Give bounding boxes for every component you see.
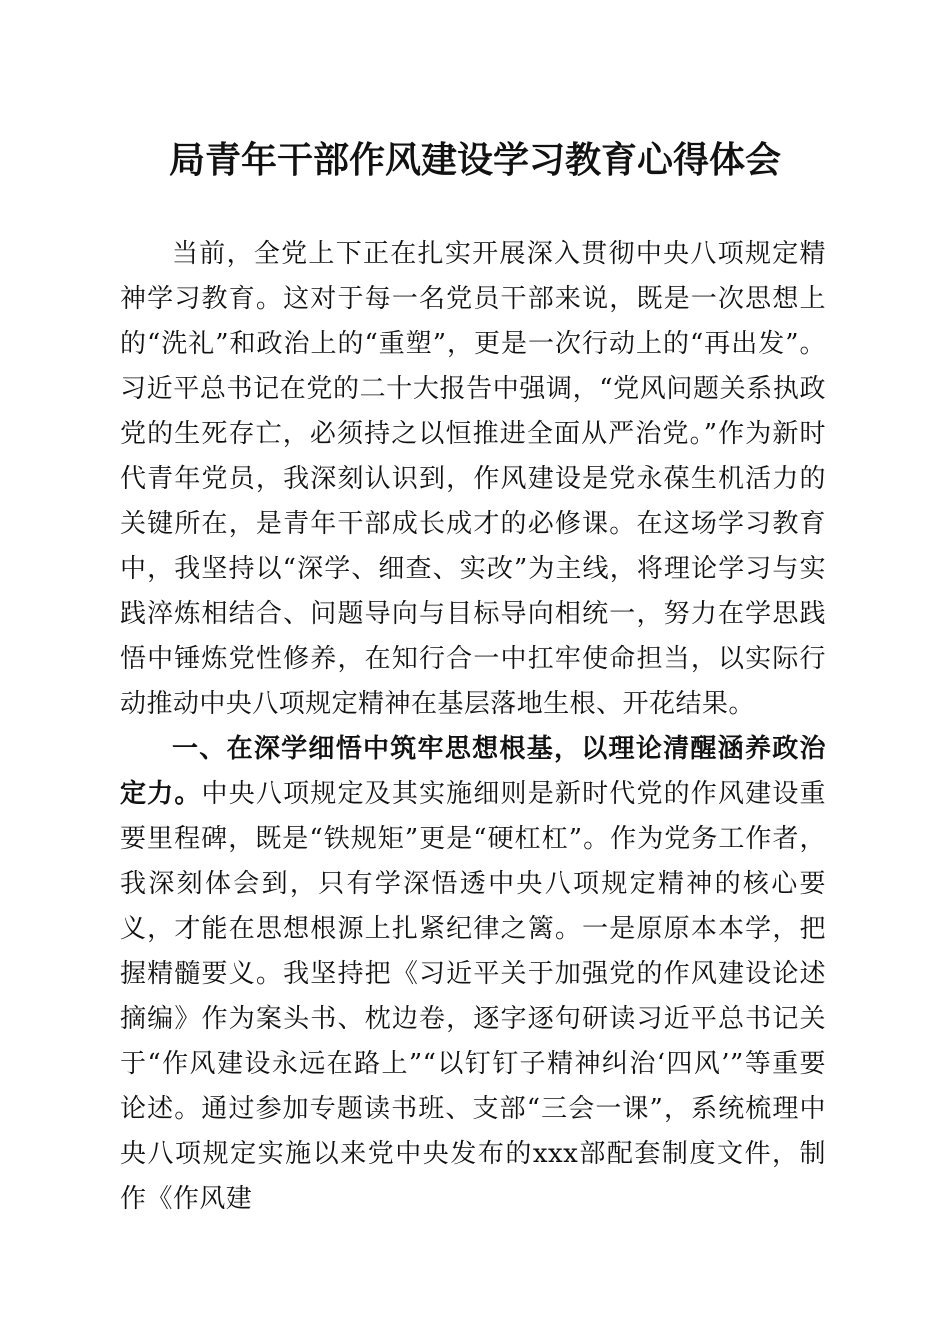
section-1-text: 中央八项规定及其实施细则是新时代党的作风建设重要里程碑，既是“铁规矩”更是“硬杠杠”。作为党务工作者，我深刻体会到，只有学深悟透中央八项规定精神的核心要义，才能在思想根源上扎紧纪律之篱。一是原原本本学，把握精髓要义。我坚持把《习近平关于加强党的作风建设论述摘编》作为案头书、枕边卷，逐字逐句研读习近平总书记关于“作风建设永远在路上”“以钉钉子精神纠治‘四风’”等重要论述。通过参加专题读书班、支部“三会一课”，系统梳理中央八项规定实施以来党中央发布的xxx部配套制度文件，制作《作风建 — [120, 779, 826, 1214]
section-1-paragraph — [120, 727, 826, 1222]
document-title: 局青年干部作风建设学习教育心得体会 — [168, 139, 781, 181]
section-1-heading: 一、在深学细悟中筑牢思想根基，以理论清醒涵养政治定力。 — [120, 734, 826, 809]
document-body — [120, 232, 826, 1222]
intro-paragraph: 当前，全党上下正在扎实开展深入贯彻中央八项规定精神学习教育。这对于每一名党员干部来说，既是一次思想上的“洗礼”和政治上的“重塑”，更是一次行动上的“再出发”。习近平总书记在党的二十大报告中强调，“党风问题关系执政党的生死存亡，必须持之以恒推进全面从严治党。”作为新时代青年党员，我深刻认识到，作风建设是党永葆生机活力的关键所在，是青年干部成长成才的必修课。在这场学习教育中，我坚持以“深学、细查、实改”为主线，将理论学习与实践淬炼相结合、问题导向与目标导向相统一，努力在学思践悟中锤炼党性修养，在知行合一中扛牢使命担当，以实际行动推动中央八项规定精神在基层落地生根、开花结果。 — [120, 239, 826, 719]
